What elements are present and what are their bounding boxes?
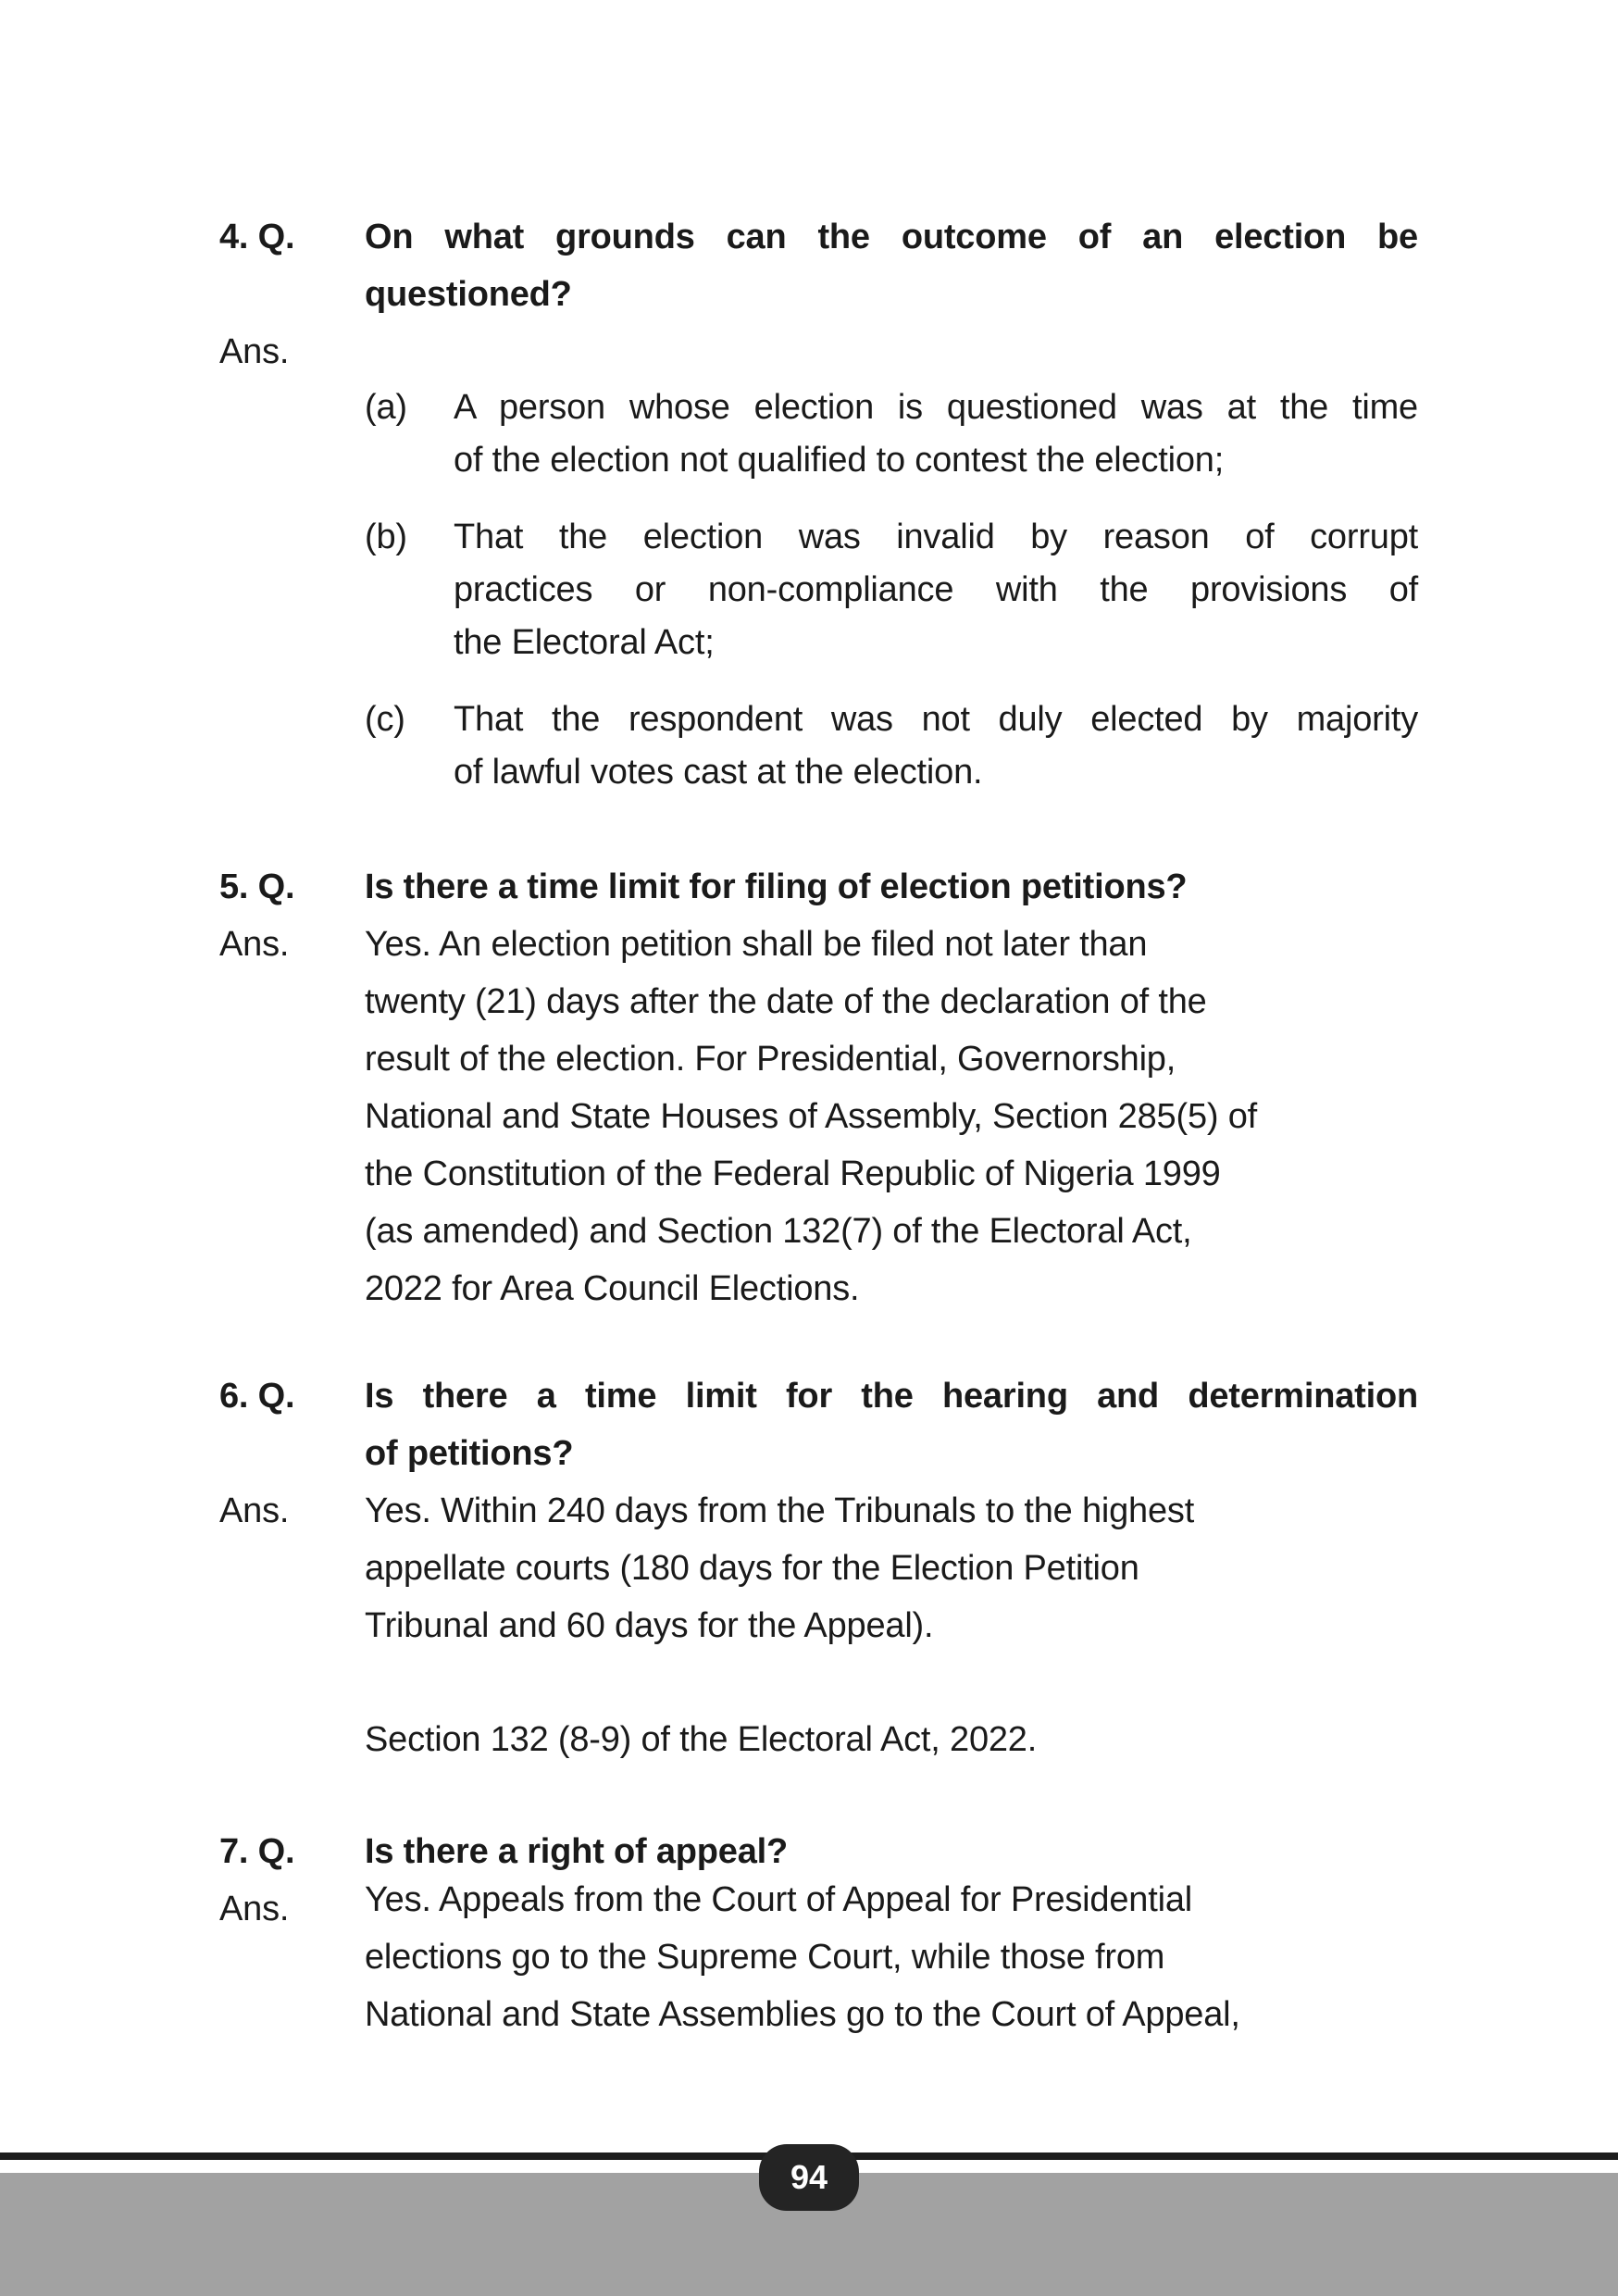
list-item [365,381,1418,487]
text-line: Is there a right of appeal? [365,1832,789,1871]
text-line: the Constitution of the Federal Republic of Nigeria 1999 [365,1154,1221,1193]
text-line: National and State Assemblies go to the Court of Appeal, [365,1995,1240,2034]
question-number: 5. Q. [219,867,295,906]
list-marker: (b) [365,518,407,556]
list-item-text [454,693,1418,799]
text-line: National and State Houses of Assembly, Section 285(5) of [365,1097,1257,1136]
text-line: practices or non-compliance with the provisions of [454,570,1418,609]
qa-item-6 [219,1367,1418,1768]
list-item [365,511,1418,669]
answer-sub-list [365,323,1418,799]
text-line: appellate courts (180 days for the Election Petition [365,1549,1139,1588]
qa-item-4 [219,208,1418,799]
text-line: Is there a time limit for filing of election petitions? [365,867,1188,906]
question-number: 7. Q. [219,1832,295,1871]
page-number-badge [759,2144,859,2211]
answer-label: Ans. [219,1491,290,1530]
question-text [365,1367,1418,1482]
list-marker: (a) [365,388,407,427]
answer-label: Ans. [219,925,290,964]
text-line: (as amended) and Section 132(7) of the Electoral Act, [365,1212,1192,1251]
text-line: of lawful votes cast at the election. [454,753,983,792]
answer-text [365,916,1418,1317]
answer-label: Ans. [219,1890,290,1928]
question-number: 4. Q. [219,218,295,256]
text-line: of petitions? [365,1434,574,1473]
list-item [365,693,1418,799]
text-line: Yes. Appeals from the Court of Appeal for Presidential [365,1880,1193,1919]
page-number: 94 [790,2158,828,2196]
text-line: the Electoral Act; [454,623,715,662]
text-line: elections go to the Supreme Court, while those from [365,1938,1165,1977]
text-line: A person whose election is questioned was at the time [454,388,1418,427]
answer-text [365,1871,1418,2043]
text-line: Yes. Within 240 days from the Tribunals to the highest [365,1491,1195,1530]
text-line: questioned? [365,275,572,314]
question-text [365,858,1418,916]
text-line: That the election was invalid by reason of corrupt [454,518,1418,556]
question-text [365,208,1418,323]
list-item-text [454,511,1418,669]
text-line: That the respondent was not duly elected by majority [454,700,1418,739]
list-marker: (c) [365,700,405,739]
text-line: Yes. An election petition shall be filed not later than [365,925,1148,964]
answer-text [365,1482,1418,1654]
text-line: 2022 for Area Council Elections. [365,1269,860,1308]
text-line: twenty (21) days after the date of the declaration of the [365,982,1207,1021]
text-line: result of the election. For Presidential, Governorship, [365,1040,1176,1079]
reference-note: Section 132 (8-9) of the Electoral Act, 2022. [365,1720,1038,1759]
qa-item-5 [219,858,1418,1317]
qa-content [219,208,1418,2043]
text-line: of the election not qualified to contest the election; [454,441,1225,480]
text-line: Tribunal and 60 days for the Appeal). [365,1606,934,1645]
list-item-text [454,381,1418,487]
question-number: 6. Q. [219,1377,295,1416]
text-line: On what grounds can the outcome of an election be [365,218,1418,256]
qa-item-7 [219,1823,1418,2043]
text-line: Is there a time limit for the hearing and determination [365,1377,1418,1416]
answer-label: Ans. [219,332,290,371]
